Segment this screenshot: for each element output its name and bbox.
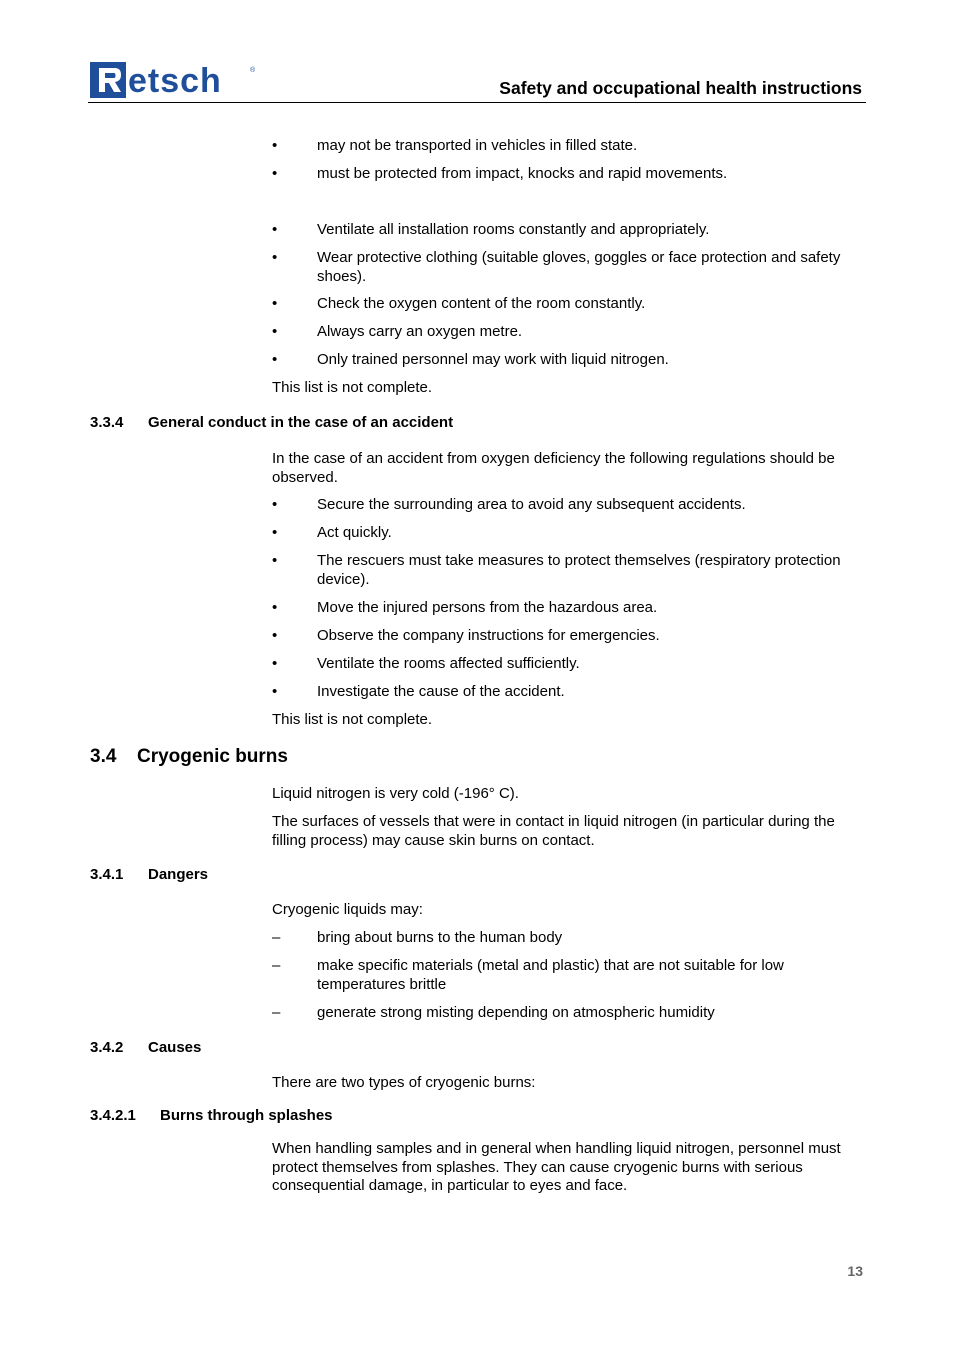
section-heading-3-4-1 — [90, 866, 208, 883]
section-title: Dangers — [148, 866, 209, 883]
list-item — [272, 295, 857, 314]
list-item — [272, 929, 857, 948]
list-item-text: Only trained personnel may work with liquid nitrogen. — [317, 351, 669, 368]
section-title: General conduct in the case of an accident — [148, 414, 454, 431]
section-title: Burns through splashes — [160, 1107, 333, 1124]
list-item-text: Move the injured persons from the hazardous area. — [317, 599, 658, 616]
list-item-text: Ventilate the rooms affected sufficiently. — [317, 655, 580, 672]
bullet-marker: • — [272, 165, 278, 182]
list-item — [272, 496, 857, 515]
list-item — [272, 323, 857, 342]
list-item — [272, 165, 857, 184]
section-number: 3.4.2.1 — [90, 1107, 136, 1124]
list-item-text: Check the oxygen content of the room constantly. — [317, 295, 646, 312]
section-heading-3-4-2 — [90, 1039, 201, 1056]
list-item — [272, 552, 857, 589]
list-item-text: Observe the company instructions for emergencies. — [317, 627, 660, 644]
section-number: 3.4 — [90, 746, 117, 767]
list-item — [272, 221, 857, 240]
section-intro: Cryogenic liquids may: — [272, 901, 423, 918]
list-item — [272, 627, 857, 646]
bullet-marker: • — [272, 351, 278, 368]
list-item-text: must be protected from impact, knocks and rapid movements. — [317, 165, 728, 182]
retsch-logo — [90, 62, 260, 98]
list-item — [272, 137, 857, 156]
list-item-text: bring about burns to the human body — [317, 929, 563, 946]
dash-marker: – — [272, 929, 281, 946]
bullet-marker: • — [272, 295, 278, 312]
list-item-text: Secure the surrounding area to avoid any subsequent accidents. — [317, 496, 746, 513]
section-heading-3-4-2-1 — [90, 1107, 333, 1124]
paragraph: Liquid nitrogen is very cold (-196° C). — [272, 785, 519, 802]
bullet-marker: • — [272, 524, 278, 541]
dash-marker: – — [272, 1004, 281, 1021]
paragraph: When handling samples and in general when handling liquid nitrogen, personnel must protect themselves from splashes. They can cause cryogenic burns with serious consequential damage, in particular to eyes and face. — [272, 1140, 841, 1195]
list-item-text: Wear protective clothing (suitable gloves, goggles or face protection and safety shoes). — [317, 249, 841, 285]
list-note: This list is not complete. — [272, 711, 433, 728]
header-rule — [88, 102, 866, 103]
bullet-marker: • — [272, 137, 278, 154]
list-item-text: The rescuers must take measures to protect themselves (respiratory protection device). — [317, 552, 841, 588]
section-title: Causes — [148, 1039, 202, 1056]
svg-text:®: ® — [250, 67, 256, 74]
list-item-text: make specific materials (metal and plastic) that are not suitable for low temperatures brittle — [317, 957, 784, 993]
bullet-marker: • — [272, 655, 278, 672]
list-item-text: Act quickly. — [317, 524, 392, 541]
section-intro: There are two types of cryogenic burns: — [272, 1074, 536, 1091]
list-item — [272, 957, 857, 994]
header-title: Safety and occupational health instructions — [499, 78, 862, 98]
list-note: This list is not complete. — [272, 379, 433, 396]
dash-marker: – — [272, 957, 281, 974]
svg-text:etsch: etsch — [128, 62, 222, 98]
list-item — [272, 524, 857, 543]
bullet-marker: • — [272, 683, 278, 700]
list-item-text: Ventilate all installation rooms constantly and appropriately. — [317, 221, 710, 238]
section-title: Cryogenic burns — [137, 746, 288, 767]
section-number: 3.4.2 — [90, 1039, 124, 1056]
bullet-marker: • — [272, 552, 278, 569]
section-intro: In the case of an accident from oxygen deficiency the following regulations should be observed. — [272, 450, 835, 486]
bullet-marker: • — [272, 627, 278, 644]
section-heading-3-3-4 — [90, 414, 453, 431]
list-item — [272, 351, 857, 370]
page-number: 13 — [847, 1263, 863, 1279]
list-item-text: Investigate the cause of the accident. — [317, 683, 565, 700]
list-item — [272, 249, 857, 286]
bullet-marker: • — [272, 249, 278, 266]
section-number: 3.3.4 — [90, 414, 124, 431]
paragraph: The surfaces of vessels that were in contact in liquid nitrogen (in particular during the filling process) may cause skin burns on contact. — [272, 813, 835, 849]
list-item-text: generate strong misting depending on atmospheric humidity — [317, 1004, 715, 1021]
list-item-text: Always carry an oxygen metre. — [317, 323, 523, 340]
bullet-marker: • — [272, 496, 278, 513]
bullet-marker: • — [272, 599, 278, 616]
bullet-marker: • — [272, 221, 278, 238]
section-heading-3-4 — [90, 746, 288, 768]
list-item-text: may not be transported in vehicles in filled state. — [317, 137, 638, 154]
list-item — [272, 599, 857, 618]
section-number: 3.4.1 — [90, 866, 124, 883]
list-item — [272, 655, 857, 674]
bullet-marker: • — [272, 323, 278, 340]
list-item — [272, 683, 857, 702]
list-item — [272, 1004, 857, 1023]
